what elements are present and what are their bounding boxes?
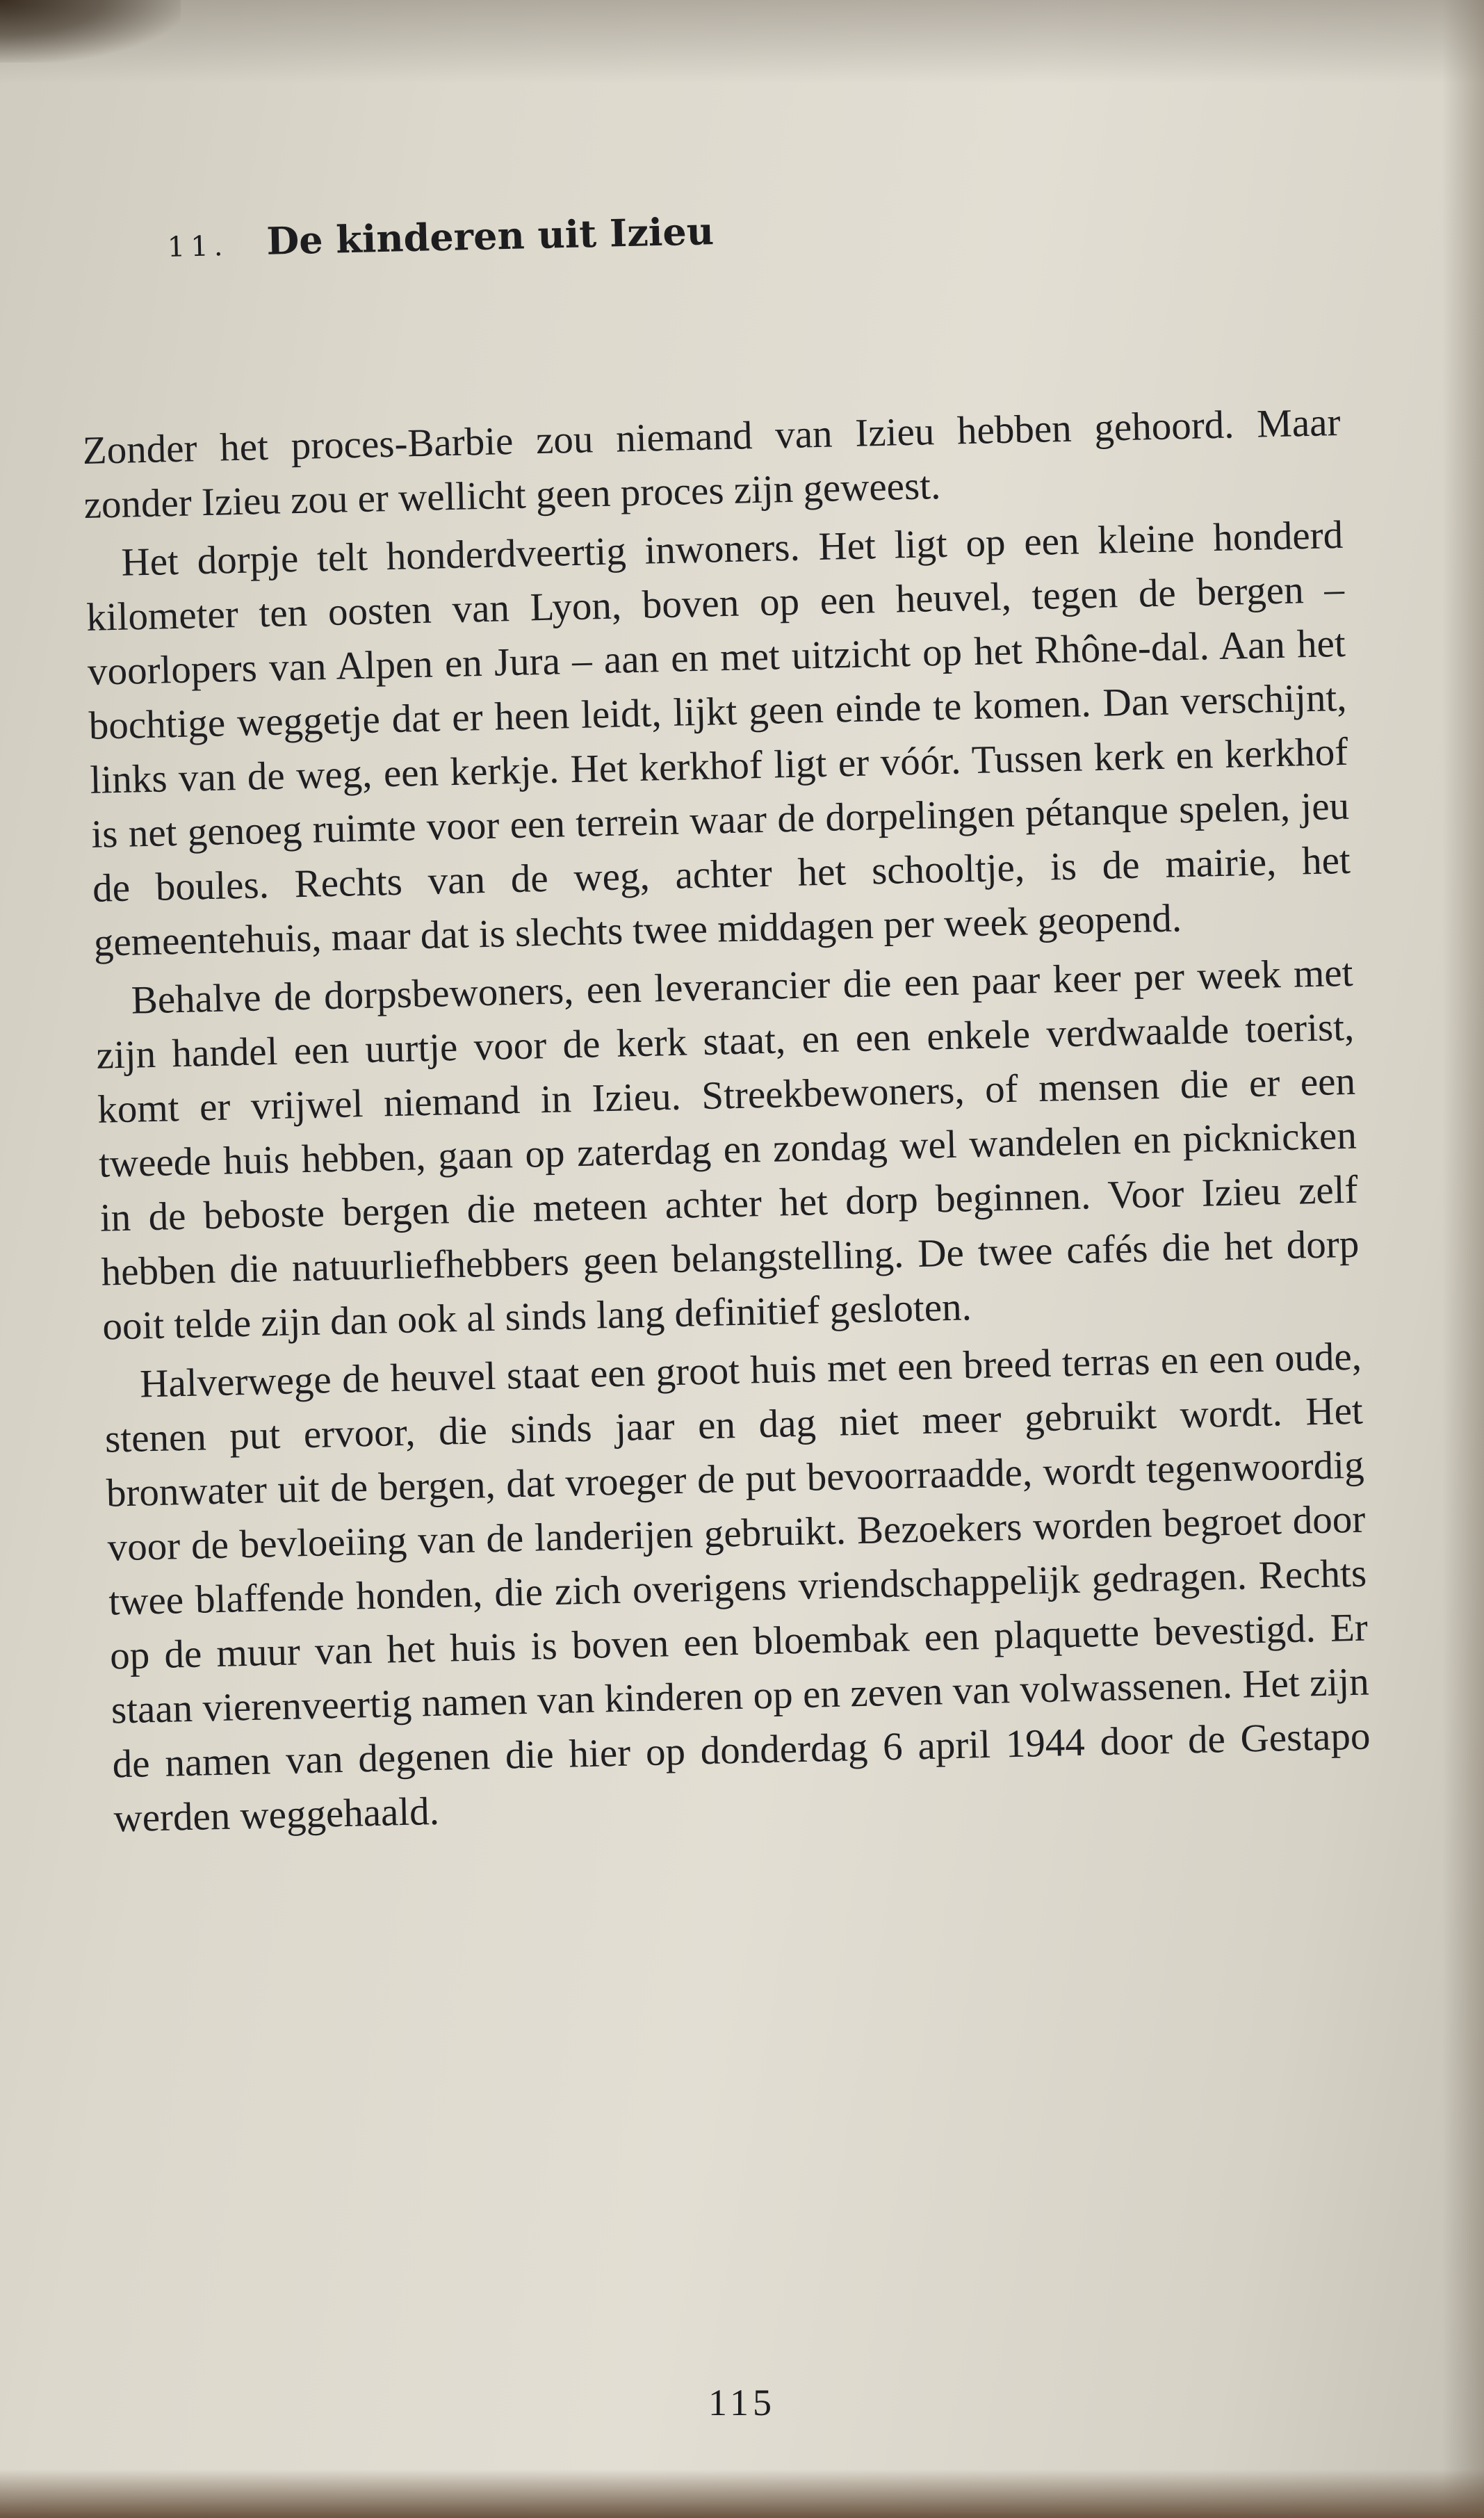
page-top-shadow: [0, 0, 1484, 83]
body-text: [82, 396, 1372, 1851]
page-right-edge: [1442, 0, 1484, 2518]
paragraph-1: Zonder het proces-Barbie zou niemand van Izieu hebben gehoord. Maar zonder Izieu zou er wellicht geen proces zijn geweest.: [82, 400, 1342, 527]
page-bottom-edge: [0, 2469, 1484, 2518]
paragraph-4: Halverwege de heuvel staat een groot huis met een breed terras en een oude, stenen put ervoor, die sinds jaar en dag niet meer gebruikt wordt. Het bronwater uit de bergen, dat vroeger de put bevoorraadde, wordt tegenwoordig voor de bevloeiing van de landerijen gebruikt. Bezoekers worden begroet door twee blaffende honden, die zich overigens vriendschappelijk gedragen. Rechts op de muur van het huis is boven een bloembak een plaquette bevestigd. Er staan vierenveertig namen van kinderen op en zeven van volwassenen. Het zijn de namen van degenen die hier op donderdag 6 april 1944 door de Gestapo werden weggehaald.: [104, 1334, 1371, 1841]
paragraph-3: Behalve de dorpsbewoners, een leverancier die een paar keer per week met zijn handel een uurtje voor de kerk staat, en een enkele verdwaalde toerist, komt er vrijwel niemand in Izieu. Streekbewoners, of mensen die er een tweede huis hebben, gaan op zaterdag en zondag wel wandelen en picknicken in de beboste bergen die meteen achter het dorp beginnen. Voor Izieu zelf hebben die natuurliefhebbers geen belangstelling. De twee cafés die het dorp ooit telde zijn dan ook al sinds lang definitief gesloten.: [95, 950, 1360, 1349]
chapter-number: 11.: [167, 230, 229, 263]
page-number: 115: [708, 2382, 776, 2423]
paragraph-2: Het dorpje telt honderdveertig inwoners. Het ligt op een kleine honderd kilometer ten oosten van Lyon, boven op een heuvel, tegen de bergen – voorlopers van Alpen en Jura – aan en met uitzicht op het Rhône-dal. Aan het bochtige weggetje dat er heen leidt, lijkt geen einde te komen. Dan verschijnt, links van de weg, een kerkje. Het kerkhof ligt er vóór. Tussen kerk en kerkhof is net genoeg ruimte voor een terrein waar de dorpelingen pétanque spelen, jeu de boules. Rechts van de weg, achter het schooltje, is de mairie, het gemeentehuis, maar dat is slechts twee middagen per week geopend.: [85, 512, 1351, 965]
page-corner-shadow: [0, 0, 181, 63]
chapter-heading: [167, 209, 715, 266]
chapter-title: De kinderen uit Izieu: [266, 209, 715, 263]
